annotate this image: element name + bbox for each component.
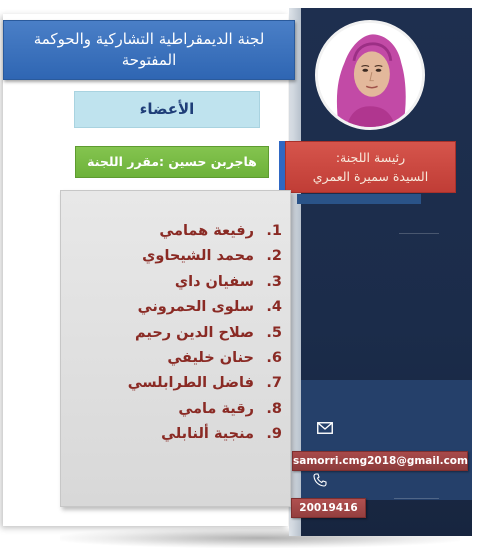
envelope-icon bbox=[317, 422, 333, 434]
member-number: 5. bbox=[266, 324, 282, 341]
member-name: صلاح الدين رحيم bbox=[135, 324, 254, 341]
president-underbar bbox=[297, 194, 421, 204]
member-number: 7. bbox=[266, 375, 282, 392]
member-name: محمد الشيحاوي bbox=[142, 248, 254, 265]
list-item bbox=[128, 321, 282, 346]
member-number: 8. bbox=[266, 400, 282, 417]
president-box bbox=[285, 141, 456, 193]
member-name: رقية مامي bbox=[178, 400, 254, 417]
email-link[interactable]: samorri.cmg2018@gmail.com bbox=[292, 451, 468, 471]
list-item bbox=[128, 397, 282, 422]
member-number: 3. bbox=[266, 273, 282, 290]
member-number: 1. bbox=[266, 223, 282, 239]
committee-title: لجنة الديمقراطية التشاركية والحوكمة المفتوحة bbox=[3, 20, 295, 80]
list-item bbox=[128, 371, 282, 396]
member-number: 9. bbox=[266, 426, 282, 443]
list-item bbox=[128, 422, 282, 447]
list-item bbox=[128, 244, 282, 269]
member-number: 4. bbox=[266, 299, 282, 316]
member-name: سفيان داي bbox=[174, 273, 254, 290]
members-heading: الأعضاء bbox=[74, 91, 260, 128]
divider-line bbox=[399, 233, 439, 234]
president-photo bbox=[315, 20, 425, 130]
list-item bbox=[128, 346, 282, 371]
member-name: حنان خليفي bbox=[167, 349, 254, 366]
member-name: فاضل الطرابلسي bbox=[127, 375, 254, 392]
rapporteur-label: هاجربن حسين :مقرر اللجنة bbox=[75, 146, 269, 178]
members-list bbox=[128, 219, 282, 448]
member-name: منجية ألنابلي bbox=[161, 426, 254, 443]
phone-number[interactable]: 20019416 bbox=[291, 498, 366, 518]
list-item bbox=[128, 295, 282, 320]
phone-icon bbox=[313, 473, 327, 487]
members-list-box bbox=[60, 190, 291, 507]
portrait-image bbox=[318, 23, 422, 127]
member-number: 2. bbox=[266, 248, 282, 265]
list-item bbox=[128, 270, 282, 295]
president-name: السيدة سميرة العمري bbox=[312, 169, 429, 184]
member-name: رفيعة همامي bbox=[159, 223, 254, 239]
list-item bbox=[128, 219, 282, 244]
president-role: رئيسة اللجنة: bbox=[335, 150, 406, 165]
member-number: 6. bbox=[266, 349, 282, 366]
divider-line bbox=[394, 498, 439, 499]
member-name: سلوى الحمروني bbox=[137, 299, 254, 316]
